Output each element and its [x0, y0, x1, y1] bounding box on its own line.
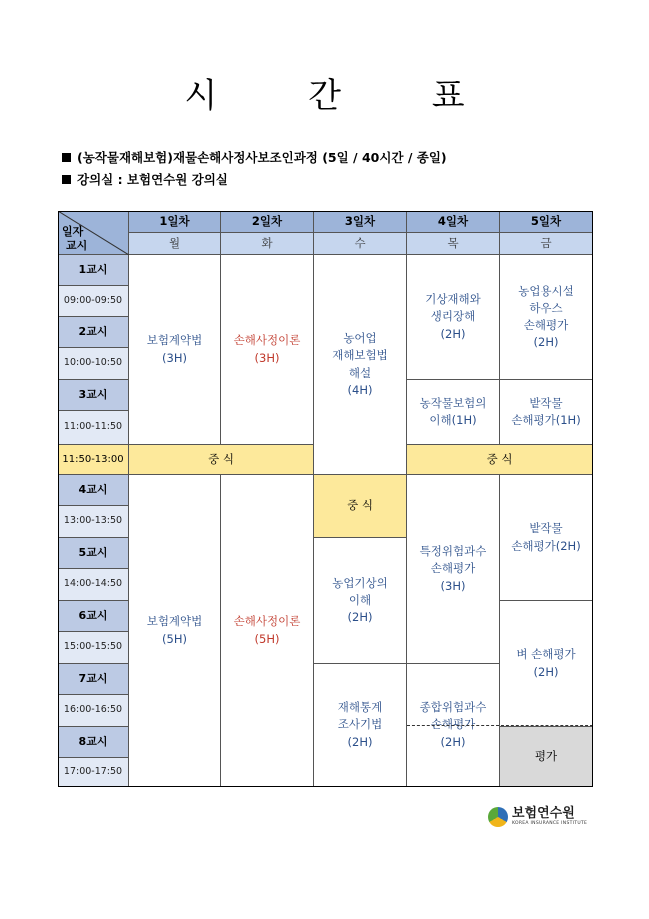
session-d2-am-text: 손해사정이론 (3H): [233, 333, 301, 365]
session-d5-p3: [500, 380, 593, 445]
lunch-band-d4-d5-text: 중 식: [486, 451, 513, 466]
session-d4-p3-text: 농작물보험의 이해(1H): [419, 395, 487, 427]
day-header-1: [129, 211, 221, 233]
period-time-1: [58, 348, 129, 380]
institute-logo: [488, 806, 594, 828]
course-info: [62, 148, 447, 166]
lunch-time: [58, 445, 129, 475]
session-d5-p1-text: 농업용시설 하우스 손해평가 (2H): [518, 283, 574, 350]
period-label-6: [58, 601, 129, 632]
period-time-0: [58, 286, 129, 317]
day-header-1-text: 1일차: [159, 213, 190, 228]
period-label-2: [58, 380, 129, 411]
session-d3-p5-text: 농업기상의 이해 (2H): [332, 575, 388, 625]
session-d2-am: [221, 255, 314, 445]
period-time-5: [58, 569, 129, 601]
session-d5-p8-text: 평가: [534, 748, 558, 763]
day-header-4: [407, 211, 500, 233]
day-header-5-text: 5일차: [530, 213, 562, 228]
day-header-3-text: 3일차: [344, 213, 376, 228]
logo-name: 보험연수원: [512, 806, 575, 822]
bullet-square-icon: [62, 153, 71, 162]
weekday-header-3: [314, 233, 407, 255]
period-label-7: [58, 664, 129, 695]
session-d3-am-text: 농어업 재해보험법 해설 (4H): [332, 331, 388, 397]
session-d5-p4: [500, 475, 593, 601]
period-label-4-text: 4교시: [78, 482, 108, 496]
session-d1-pm-text: 보험계약법 (5H): [146, 614, 203, 646]
period-label-7-text: 7교시: [78, 671, 108, 685]
session-d3-p5: [314, 538, 407, 664]
period-label-5: [58, 538, 129, 569]
session-d1-am-text: 보험계약법 (3H): [146, 333, 203, 365]
header-corner: [58, 211, 129, 255]
logo-mark-icon: [488, 807, 508, 827]
session-d3-lunch-text: 중 식: [347, 498, 373, 513]
period-label-0: [58, 255, 129, 286]
weekday-header-5-text: 금: [540, 235, 552, 250]
period-label-6-text: 6교시: [78, 608, 108, 622]
weekday-header-5: [500, 233, 593, 255]
session-d2-pm-text: 손해사정이론 (5H): [233, 614, 301, 646]
period-time-2: [58, 411, 129, 445]
weekday-header-4: [407, 233, 500, 255]
weekday-header-2: [221, 233, 314, 255]
period-time-4-text: 13:00-13:50: [63, 515, 123, 527]
period-time-7: [58, 695, 129, 727]
day-header-4-text: 4일차: [437, 213, 469, 228]
day-header-3: [314, 211, 407, 233]
day-header-5: [500, 211, 593, 233]
session-d1-am: [129, 255, 221, 445]
weekday-header-4-text: 목: [447, 235, 459, 250]
session-d5-p4-text: 밭작물 손해평가(2H): [511, 521, 581, 553]
session-d4-p4: [407, 475, 500, 664]
session-d5-p1: [500, 255, 593, 380]
weekday-header-3-text: 수: [354, 235, 366, 250]
weekday-header-1-text: 월: [168, 235, 181, 250]
course-info-text: (농작물재해보험)재물손해사정사보조인과정 (5일 / 40시간 / 종일): [77, 150, 447, 165]
day-header-2-text: 2일차: [251, 213, 283, 228]
period-time-1-text: 10:00-10:50: [63, 357, 123, 369]
session-d3-p7-text: 재해통계 조사기법 (2H): [337, 700, 383, 749]
period-time-7-text: 16:00-16:50: [63, 704, 123, 716]
session-d4-p1: [407, 255, 500, 380]
period-label-1-text: 2교시: [78, 324, 108, 338]
period-time-8: [58, 758, 129, 787]
corner-day-label: 일자: [62, 225, 84, 238]
session-d2-pm: [221, 475, 314, 787]
session-d4-p4-text: 특정위험과수 손해평가 (3H): [419, 544, 487, 593]
session-d4-p3: [407, 380, 500, 445]
weekday-header-2-text: 화: [261, 235, 273, 250]
room-info: [62, 170, 228, 188]
session-d5-p6-text: 벼 손해평가 (2H): [516, 647, 576, 679]
period-time-5-text: 14:00-14:50: [63, 578, 123, 590]
lunch-band-d1-d2-text: 중 식: [208, 451, 234, 466]
period-label-5-text: 5교시: [78, 545, 108, 559]
dashed-divider: [407, 725, 593, 726]
lunch-time-text: 11:50-13:00: [62, 454, 124, 465]
session-d3-p7: [314, 664, 407, 787]
session-d5-p6: [500, 601, 593, 727]
period-time-4: [58, 506, 129, 538]
period-time-6: [58, 632, 129, 664]
period-label-2-text: 3교시: [78, 387, 108, 401]
session-d4-p7-text: 종합위험과수 손해평가 (2H): [419, 700, 487, 749]
session-d1-pm: [129, 475, 221, 787]
period-label-0-text: 1교시: [78, 262, 108, 276]
session-d5-p8: [500, 727, 593, 787]
lunch-band-d1-d2: [129, 445, 314, 475]
period-label-8: [58, 727, 129, 758]
period-time-2-text: 11:00-11:50: [63, 421, 123, 433]
session-d3-lunch: [314, 475, 407, 538]
weekday-header-1: [129, 233, 221, 255]
lunch-band-d4-d5: [407, 445, 593, 475]
period-label-1: [58, 317, 129, 348]
corner-period-label: 교시: [66, 239, 88, 252]
period-time-6-text: 15:00-15:50: [63, 641, 123, 653]
session-d4-p1-text: 기상재해와 생리장해 (2H): [425, 292, 481, 341]
period-label-4: [58, 475, 129, 506]
room-info-text: 강의실 : 보험연수원 강의실: [77, 172, 228, 187]
bullet-square-icon: [62, 175, 71, 184]
period-time-8-text: 17:00-17:50: [63, 765, 123, 777]
period-time-0-text: 09:00-09:50: [63, 294, 123, 306]
day-header-2: [221, 211, 314, 233]
session-d5-p3-text: 밭작물 손해평가(1H): [511, 395, 581, 427]
period-label-8-text: 8교시: [78, 734, 108, 748]
logo-english: KOREA INSURANCE INSTITUTE: [512, 821, 588, 827]
page-title: 시 간 표: [184, 76, 505, 116]
session-d3-am: [314, 255, 407, 475]
